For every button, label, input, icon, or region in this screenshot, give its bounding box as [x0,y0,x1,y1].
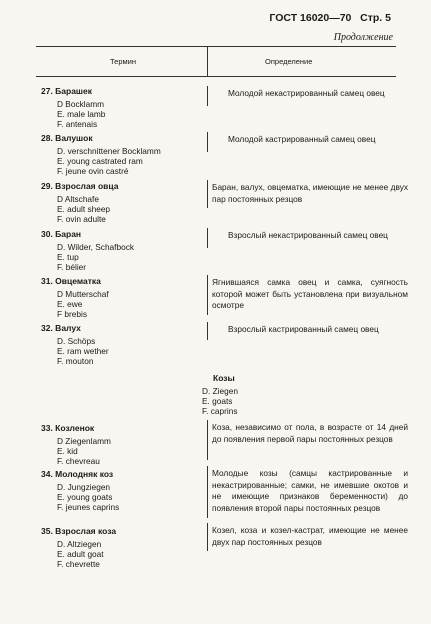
term-en: E. tup [57,252,79,262]
section-de: D. Ziegen [202,386,238,396]
term-en: E. kid [57,446,78,456]
definition-bracket [207,466,208,518]
term-fr: F brebis [57,309,87,319]
term-fr: F. chevreau [57,456,100,466]
term-en: E. young goats [57,492,113,502]
term-title: 32. Валух [41,323,81,333]
term-definition: Баран, валух, овцематка, имеющие не менее двух пар постоянных резцов [212,182,408,204]
definition-bracket [207,132,208,152]
term-definition: Взрослый некастрированный самец овец [228,230,388,240]
section-en: E. goats [202,396,233,406]
table-header-bottom-rule [36,76,396,77]
term-de: D. Schöps [57,336,96,346]
term-title: 30. Баран [41,229,82,239]
term-en: E. adult goat [57,549,104,559]
table-top-rule [36,46,396,47]
term-title: 34. Молодняк коз [41,469,114,479]
term-definition: Молодые козы (самцы кастрированные и некастрированные; самки, не имевшие окотов и не имеющие признаков беременности) до появления второй пары постоянных резцов [212,468,408,513]
term-de: D. Wilder, Schafbock [57,242,135,252]
term-definition: Коза, независимо от пола, в возрасте от 14 дней до появления первой пары постоянных резцов [212,422,408,444]
term-de: D Altschafe [57,194,99,204]
term-de: D Bocklamm [57,99,105,109]
section-title: Козы [213,373,235,383]
term-definition: Козел, коза и козел-кастрат, имеющие не менее двух пар постоянных резцов [212,525,408,547]
definition-bracket [207,523,208,551]
term-fr: F. jeune ovin castré [57,166,129,176]
continuation-label: Продолжение [333,32,393,43]
term-de: D Ziegenlamm [57,436,111,446]
term-en: E. adult sheep [57,204,111,214]
term-en: E. ram wether [57,346,109,356]
term-title: 27. Барашек [41,86,92,96]
definition-bracket [207,420,208,460]
definition-bracket [207,275,208,315]
term-de: D Mutterschaf [57,289,109,299]
term-fr: F. ovin adulte [57,214,106,224]
standard-number: ГОСТ 16020—70 [269,12,352,24]
term-de: D. Jungziegen [57,482,111,492]
term-en: E. ewe [57,299,83,309]
page-number: Стр. 5 [360,12,391,24]
term-fr: F. antenais [57,119,98,129]
definition-bracket [207,228,208,248]
term-de: D. verschnittener Bocklamm [57,146,161,156]
term-definition: Взрослый кастрированный самец овец [228,324,379,334]
term-en: E. young castrated ram [57,156,143,166]
term-title: 35. Взрослая коза [41,526,117,536]
term-de: D. Altziegen [57,539,102,549]
term-definition: Молодой кастрированный самец овец [228,134,376,144]
column-divider-header [207,46,208,76]
term-fr: F. bélier [57,262,87,272]
term-title: 29. Взрослая овца [41,181,119,191]
standard-header [269,12,391,24]
term-fr: F. jeunes caprins [57,502,120,512]
definition-bracket [207,180,208,208]
definition-bracket [207,322,208,340]
section-fr: F. caprins [202,406,238,416]
definition-bracket [207,86,208,106]
term-title: 28. Валушок [41,133,93,143]
term-title: 33. Козленок [41,423,95,433]
term-en: E. male lamb [57,109,106,119]
term-title: 31. Овцематка [41,276,101,286]
term-definition: Ягнившаяся самка овец и самка, суягность которой может быть установлена при визуальном осмотре [212,277,408,310]
term-fr: F. mouton [57,356,94,366]
column-header-definition: Определение [265,57,313,66]
term-definition: Молодой некастрированный самец овец [228,88,385,98]
term-fr: F. chevrette [57,559,100,569]
column-header-term: Термин [110,57,136,66]
